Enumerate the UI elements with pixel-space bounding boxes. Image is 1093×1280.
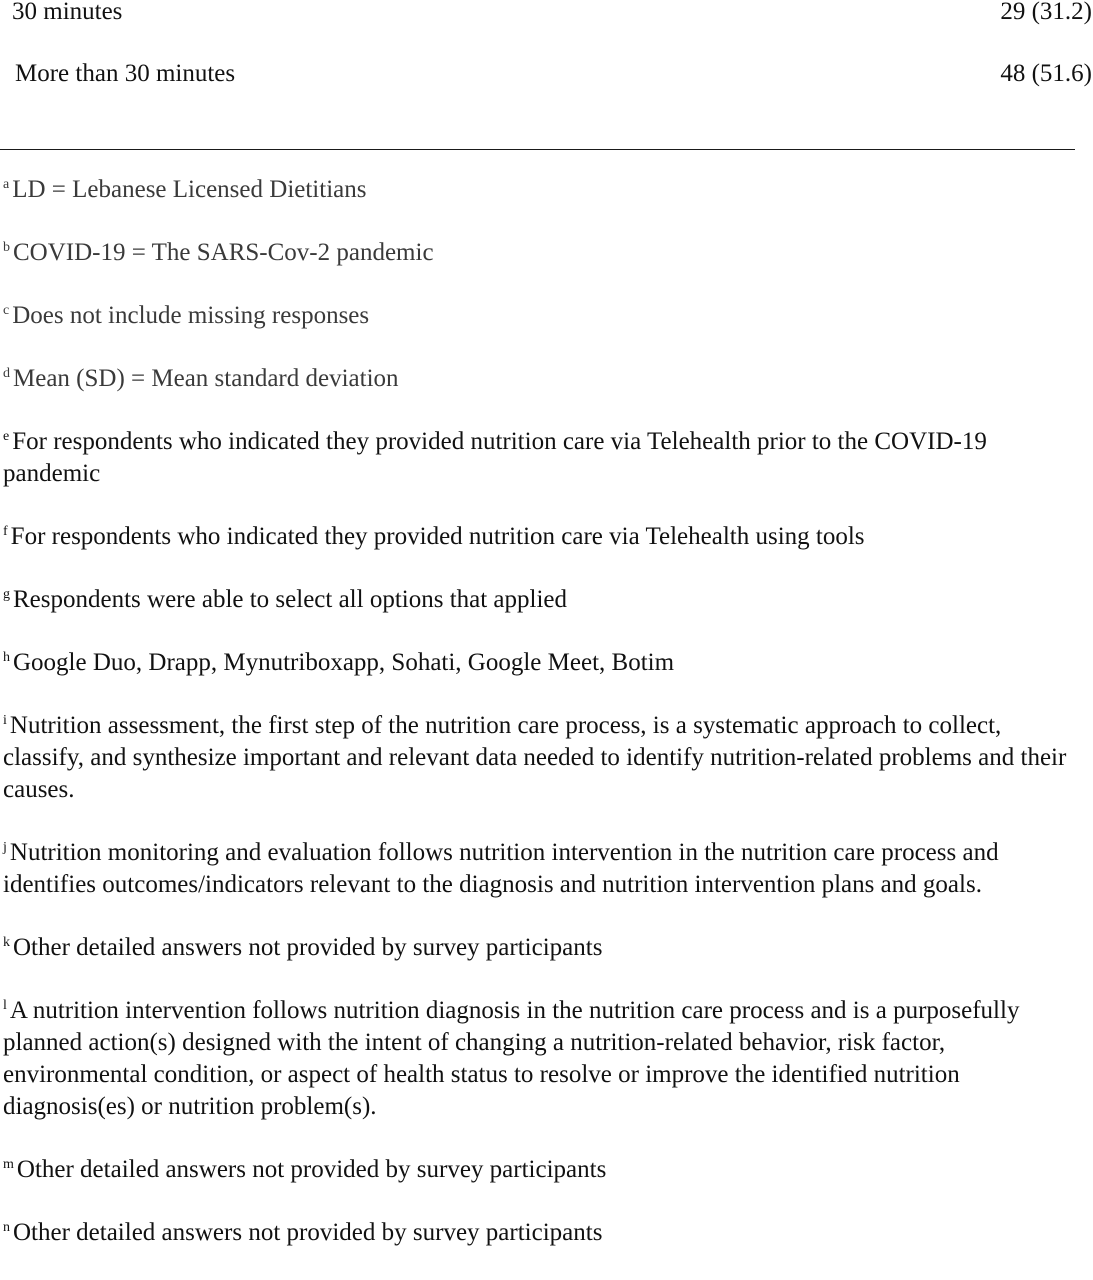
footnote-text: Other detailed answers not provided by survey participants <box>16 1156 607 1183</box>
footnote-j <box>3 837 1078 901</box>
footnote-marker: k <box>3 935 10 950</box>
footnote-marker: d <box>3 366 10 381</box>
footnotes-list <box>3 174 1078 1249</box>
footnote-marker: j <box>3 840 7 855</box>
footnote-n <box>3 1217 1078 1249</box>
footnote-text: Google Duo, Drapp, Mynutriboxapp, Sohati, Google Meet, Botim <box>13 649 675 676</box>
footnote-text: Respondents were able to select all options that applied <box>13 586 568 613</box>
footnote-g <box>3 584 1078 616</box>
footnote-text: Mean (SD) = Mean standard deviation <box>13 365 399 392</box>
footnote-i <box>3 710 1078 806</box>
footnote-text: Does not include missing responses <box>12 302 370 329</box>
footnote-e <box>3 426 1078 490</box>
footnote-a <box>3 174 1078 206</box>
table-bottom-rule <box>0 149 1075 150</box>
footnote-marker: h <box>3 650 10 665</box>
table-row-value: 48 (51.6) <box>1000 60 1092 87</box>
footnote-marker: f <box>3 524 8 539</box>
footnote-l <box>3 995 1078 1123</box>
footnote-marker: l <box>3 998 7 1013</box>
footnote-k <box>3 932 1078 964</box>
footnote-h <box>3 647 1078 679</box>
footnote-m <box>3 1154 1078 1186</box>
footnote-f <box>3 521 1078 553</box>
footnote-text: Nutrition monitoring and evaluation follows nutrition intervention in the nutrition care process and identifies outcomes/indicators relevant to the diagnosis and nutrition intervention plans and goals. <box>3 839 999 898</box>
table-row-value: 29 (31.2) <box>1000 0 1092 25</box>
footnote-text: A nutrition intervention follows nutrition diagnosis in the nutrition care process and is a purposefully planned action(s) designed with the intent of changing a nutrition-related behavior, risk factor, environmental condition, or aspect of health status to resolve or improve the identified nutrition diagnosis(es) or nutrition problem(s). <box>3 997 1020 1120</box>
footnote-text: For respondents who indicated they provided nutrition care via Telehealth using tools <box>10 523 865 550</box>
footnote-marker: a <box>3 177 10 192</box>
footnote-text: COVID-19 = The SARS-Cov-2 pandemic <box>13 239 434 266</box>
footnote-text: For respondents who indicated they provided nutrition care via Telehealth prior to the COVID-19 pandemic <box>3 428 987 487</box>
footnote-marker: n <box>3 1220 10 1235</box>
footnote-c <box>3 300 1078 332</box>
footnote-marker: m <box>3 1157 14 1172</box>
footnote-marker: b <box>3 240 10 255</box>
footnote-text: LD = Lebanese Licensed Dietitians <box>12 176 367 203</box>
table-row-label: More than 30 minutes <box>15 60 236 87</box>
footnote-marker: e <box>3 429 10 444</box>
footnote-text: Other detailed answers not provided by survey participants <box>13 934 603 961</box>
footnote-text: Other detailed answers not provided by survey participants <box>13 1219 603 1246</box>
footnote-d <box>3 363 1078 395</box>
footnote-marker: i <box>3 713 7 728</box>
footnote-b <box>3 237 1078 269</box>
footnote-marker: g <box>3 587 10 602</box>
footnote-marker: c <box>3 303 10 318</box>
footnote-text: Nutrition assessment, the first step of the nutrition care process, is a systematic approach to collect, classify, and synthesize important and relevant data needed to identify nutrition-related problems and their causes. <box>3 712 1067 803</box>
table-row-label: 30 minutes <box>12 0 123 25</box>
